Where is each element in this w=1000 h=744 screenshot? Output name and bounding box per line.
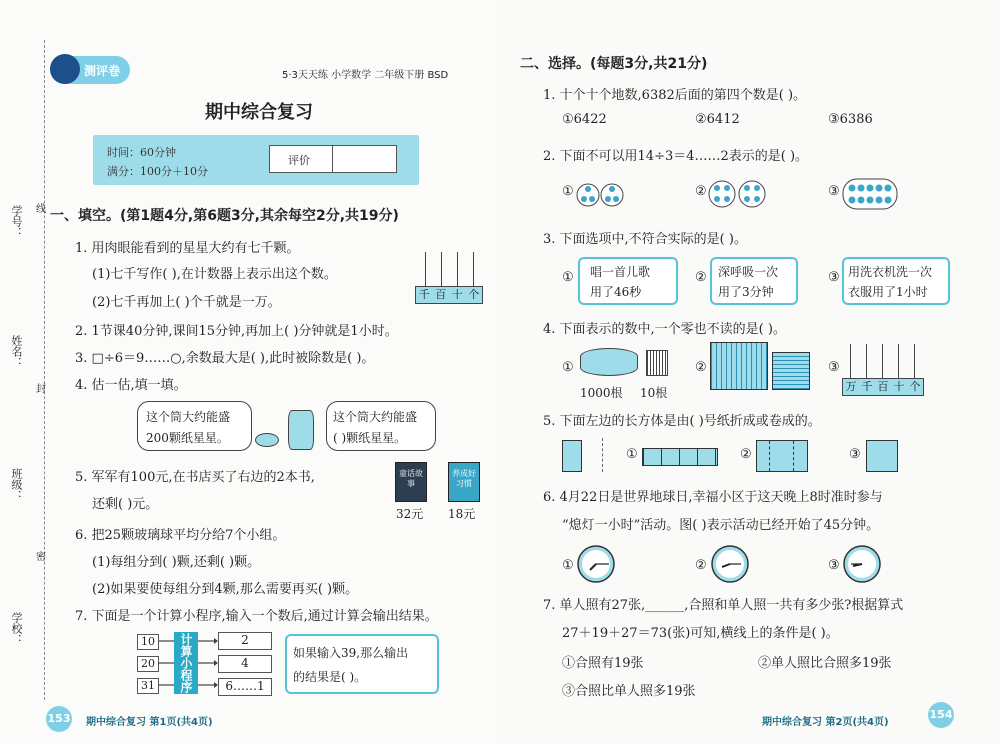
strip-paper-icon [642,448,718,466]
s2-q3-opt2-num: ② [695,270,707,285]
abacus-label: 个 [468,288,480,301]
s2-q3-opt3 [842,257,950,305]
footer-left: 期中综合复习 第1页(共4页) [86,717,213,728]
dots-groups-2 [708,172,778,216]
q7-bubble-line2: 的结果是( )。 [293,670,367,684]
s1-q7: 7. 下面是一个计算小程序,输入一个数后,通过计算会输出结果。 [75,609,438,624]
s2-q4: 4. 下面表示的数中,一个零也不读的是( )。 [543,322,786,337]
s2-q3: 3. 下面选项中,不符合实际的是( )。 [543,232,747,247]
output-2: 4 [218,655,272,673]
series-label: 5·3天天练 小学数学 二年级下册 BSD [282,70,449,81]
tall-tube-icon [288,410,314,450]
footer-right: 期中综合复习 第2页(共4页) [762,717,889,728]
s2-q3-opt2 [710,257,798,305]
clock-3-icon [842,544,882,584]
input-2: 20 [137,656,159,672]
s2-q4-opt2-num: ② [695,360,707,375]
program-box: 计算小程序 [174,632,198,694]
s2-q6-opt3-num: ③ [828,558,840,573]
book-1-icon [395,462,427,502]
abacus-label: 个 [909,380,921,393]
s2-q2-opt3: ③ [828,184,840,199]
q7-bubble [285,634,439,694]
abacus-label: 百 [435,288,447,301]
q7-bubble-line1: 如果输入39,那么输出 [293,646,409,660]
eval-label: 评价 [288,154,310,167]
side-xingming: 姓名： [10,335,23,368]
dots-groups-1 [576,175,636,215]
s1-q2: 2. 1节课40分钟,课间15分钟,再加上( )分钟就是1小时。 [75,324,398,339]
s2-q2: 2. 下面不可以用14÷3＝4……2表示的是( )。 [543,149,809,164]
s2-q3-opt3-line2: 衣服用了1小时 [848,285,928,299]
s2-q6-opt2-num: ② [695,558,707,573]
thousand-cube-icon [710,342,768,390]
time-info: 时间：60分钟 [107,146,176,159]
s2-q4-opt3-num: ③ [828,360,840,375]
dots-groups-3 [842,178,898,212]
binding-line [44,40,45,700]
page-number-left: 153 [46,706,72,732]
s2-q7a: 7. 单人照有27张,______,合照和单人照一共有多少张?根据算式 [543,598,904,613]
badge [50,56,130,84]
abacus-label: 万 [845,380,857,393]
eval-box [269,145,397,173]
s2-q5-opt2-num: ② [740,447,752,462]
s2-q5-opt3-num: ③ [849,447,861,462]
abacus-label: 百 [877,380,889,393]
page-title: 期中综合复习 [205,102,313,123]
s2-q1-opt2: ②6412 [695,112,740,127]
s1-q3: 3. □÷6＝9……○,余数最大是( ),此时被除数是( )。 [75,351,375,366]
s1-q4: 4. 估一估,填一填。 [75,378,187,393]
s2-q6-opt1-num: ① [562,558,574,573]
s1-q5a: 5. 军军有100元,在书店买了右边的2本书, [75,470,315,485]
bubble-1 [137,401,252,451]
s2-q3-opt1 [578,257,678,305]
clock-1-icon [576,544,616,584]
hundred-flat-icon [772,352,810,390]
s1-q6a: (1)每组分到( )颗,还剩( )颗。 [92,555,261,570]
s2-q7b: 27＋19＋27＝73(张)可知,横线上的条件是( )。 [562,626,839,641]
output-3: 6……1 [218,678,272,696]
info-box [93,135,419,185]
side-banji: 班级： [10,468,23,501]
rect-paper-icon [756,440,808,472]
bubble-1-line1: 这个筒大约能盛 [146,410,231,424]
s2-q3-opt1-num: ① [562,270,574,285]
bubble-2-line1: 这个筒大约能盛 [333,410,418,424]
abacus-left [415,252,481,302]
score-info: 满分：100分＋10分 [107,165,208,178]
abacus-label: 十 [893,380,905,393]
s2-q6a: 6. 4月22日是世界地球日,幸福小区于这天晚上8时准时参与 [543,490,883,505]
s2-q3-opt2-line1: 深呼吸一次 [718,265,779,279]
s1-q6: 6. 把25颗玻璃球平均分给7个小组。 [75,528,286,543]
s2-q1-opt1: ①6422 [562,112,607,127]
page-number-right: 154 [928,702,954,728]
input-1: 10 [137,634,159,650]
cuboid-icon [562,440,582,472]
s2-q3-opt1-line2: 用了46秒 [590,285,642,299]
s2-q1: 1. 十个十个地数,6382后面的第四个数是( )。 [543,88,807,103]
s2-q3-opt1-line1: 唱一首儿歌 [590,265,651,279]
bundle-1000-icon [580,348,638,376]
section2-heading: 二、选择。(每题3分,共21分) [520,56,708,72]
right-page [500,0,1000,744]
square-paper-icon [866,440,898,472]
output-1: 2 [218,632,272,650]
book-2-icon [448,462,480,502]
s2-q2-opt1: ① [562,184,574,199]
s2-q1-opt3: ③6386 [828,112,873,127]
s2-q4-opt1-num: ① [562,360,574,375]
s2-q3-opt3-num: ③ [828,270,840,285]
abacus-label: 十 [451,288,463,301]
bundle-10-icon [646,350,668,376]
s2-q3-opt3-line1: 用洗衣机洗一次 [848,265,933,279]
section1-heading: 一、填空。(第1题4分,第6题3分,其余每空2分,共19分) [50,208,399,224]
divider [602,438,603,472]
abacus-label: 千 [418,288,430,301]
s1-q1: 1. 用肉眼能看到的星星大约有七千颗。 [75,241,300,256]
clock-2-icon [710,544,750,584]
s2-q5-opt1-num: ① [626,447,638,462]
s2-q2-opt2: ② [695,184,707,199]
label-10: 10根 [640,386,668,400]
s2-q7-opt3: ③合照比单人照多19张 [562,684,696,699]
s2-q6b: “熄灯一小时”活动。图( )表示活动已经开始了45分钟。 [562,518,880,533]
book-2-title: 养成好习惯 [452,469,476,488]
s1-q6b: (2)如果要使每组分到4颗,那么需要再买( )颗。 [92,582,359,597]
s2-q5: 5. 下面左边的长方体是由( )号纸折成或卷成的。 [543,414,821,429]
label-1000: 1000根 [580,386,623,400]
price-2: 18元 [448,507,476,521]
input-3: 31 [137,678,159,694]
bubble-2 [326,401,436,451]
side-xian: 线 [36,204,46,215]
abacus-right [842,344,922,394]
s2-q7-opt2: ②单人照比合照多19张 [758,656,892,671]
book-1-title: 童话故事 [399,469,423,488]
s1-q1b: (2)七千再加上( )个千就是一万。 [92,295,281,310]
bubble-2-line2: ( )颗纸星星。 [333,431,407,445]
s1-q5b: 还剩( )元。 [92,497,159,512]
small-tube-icon [255,433,279,447]
side-feng: 封 [36,384,46,395]
mascot-icon [50,54,80,84]
side-xuexiao: 学校： [10,612,23,645]
abacus-label: 千 [861,380,873,393]
side-mi: 密 [36,552,46,563]
s1-q1a: (1)七千写作( ),在计数器上表示出这个数。 [92,267,337,282]
s2-q7-opt1: ①合照有19张 [562,656,644,671]
bubble-1-line2: 200颗纸星星。 [146,431,229,445]
badge-label: 测评卷 [84,64,121,78]
side-xuehao: 学号： [10,205,23,238]
s2-q3-opt2-line2: 用了3分钟 [718,285,774,299]
price-1: 32元 [396,507,424,521]
